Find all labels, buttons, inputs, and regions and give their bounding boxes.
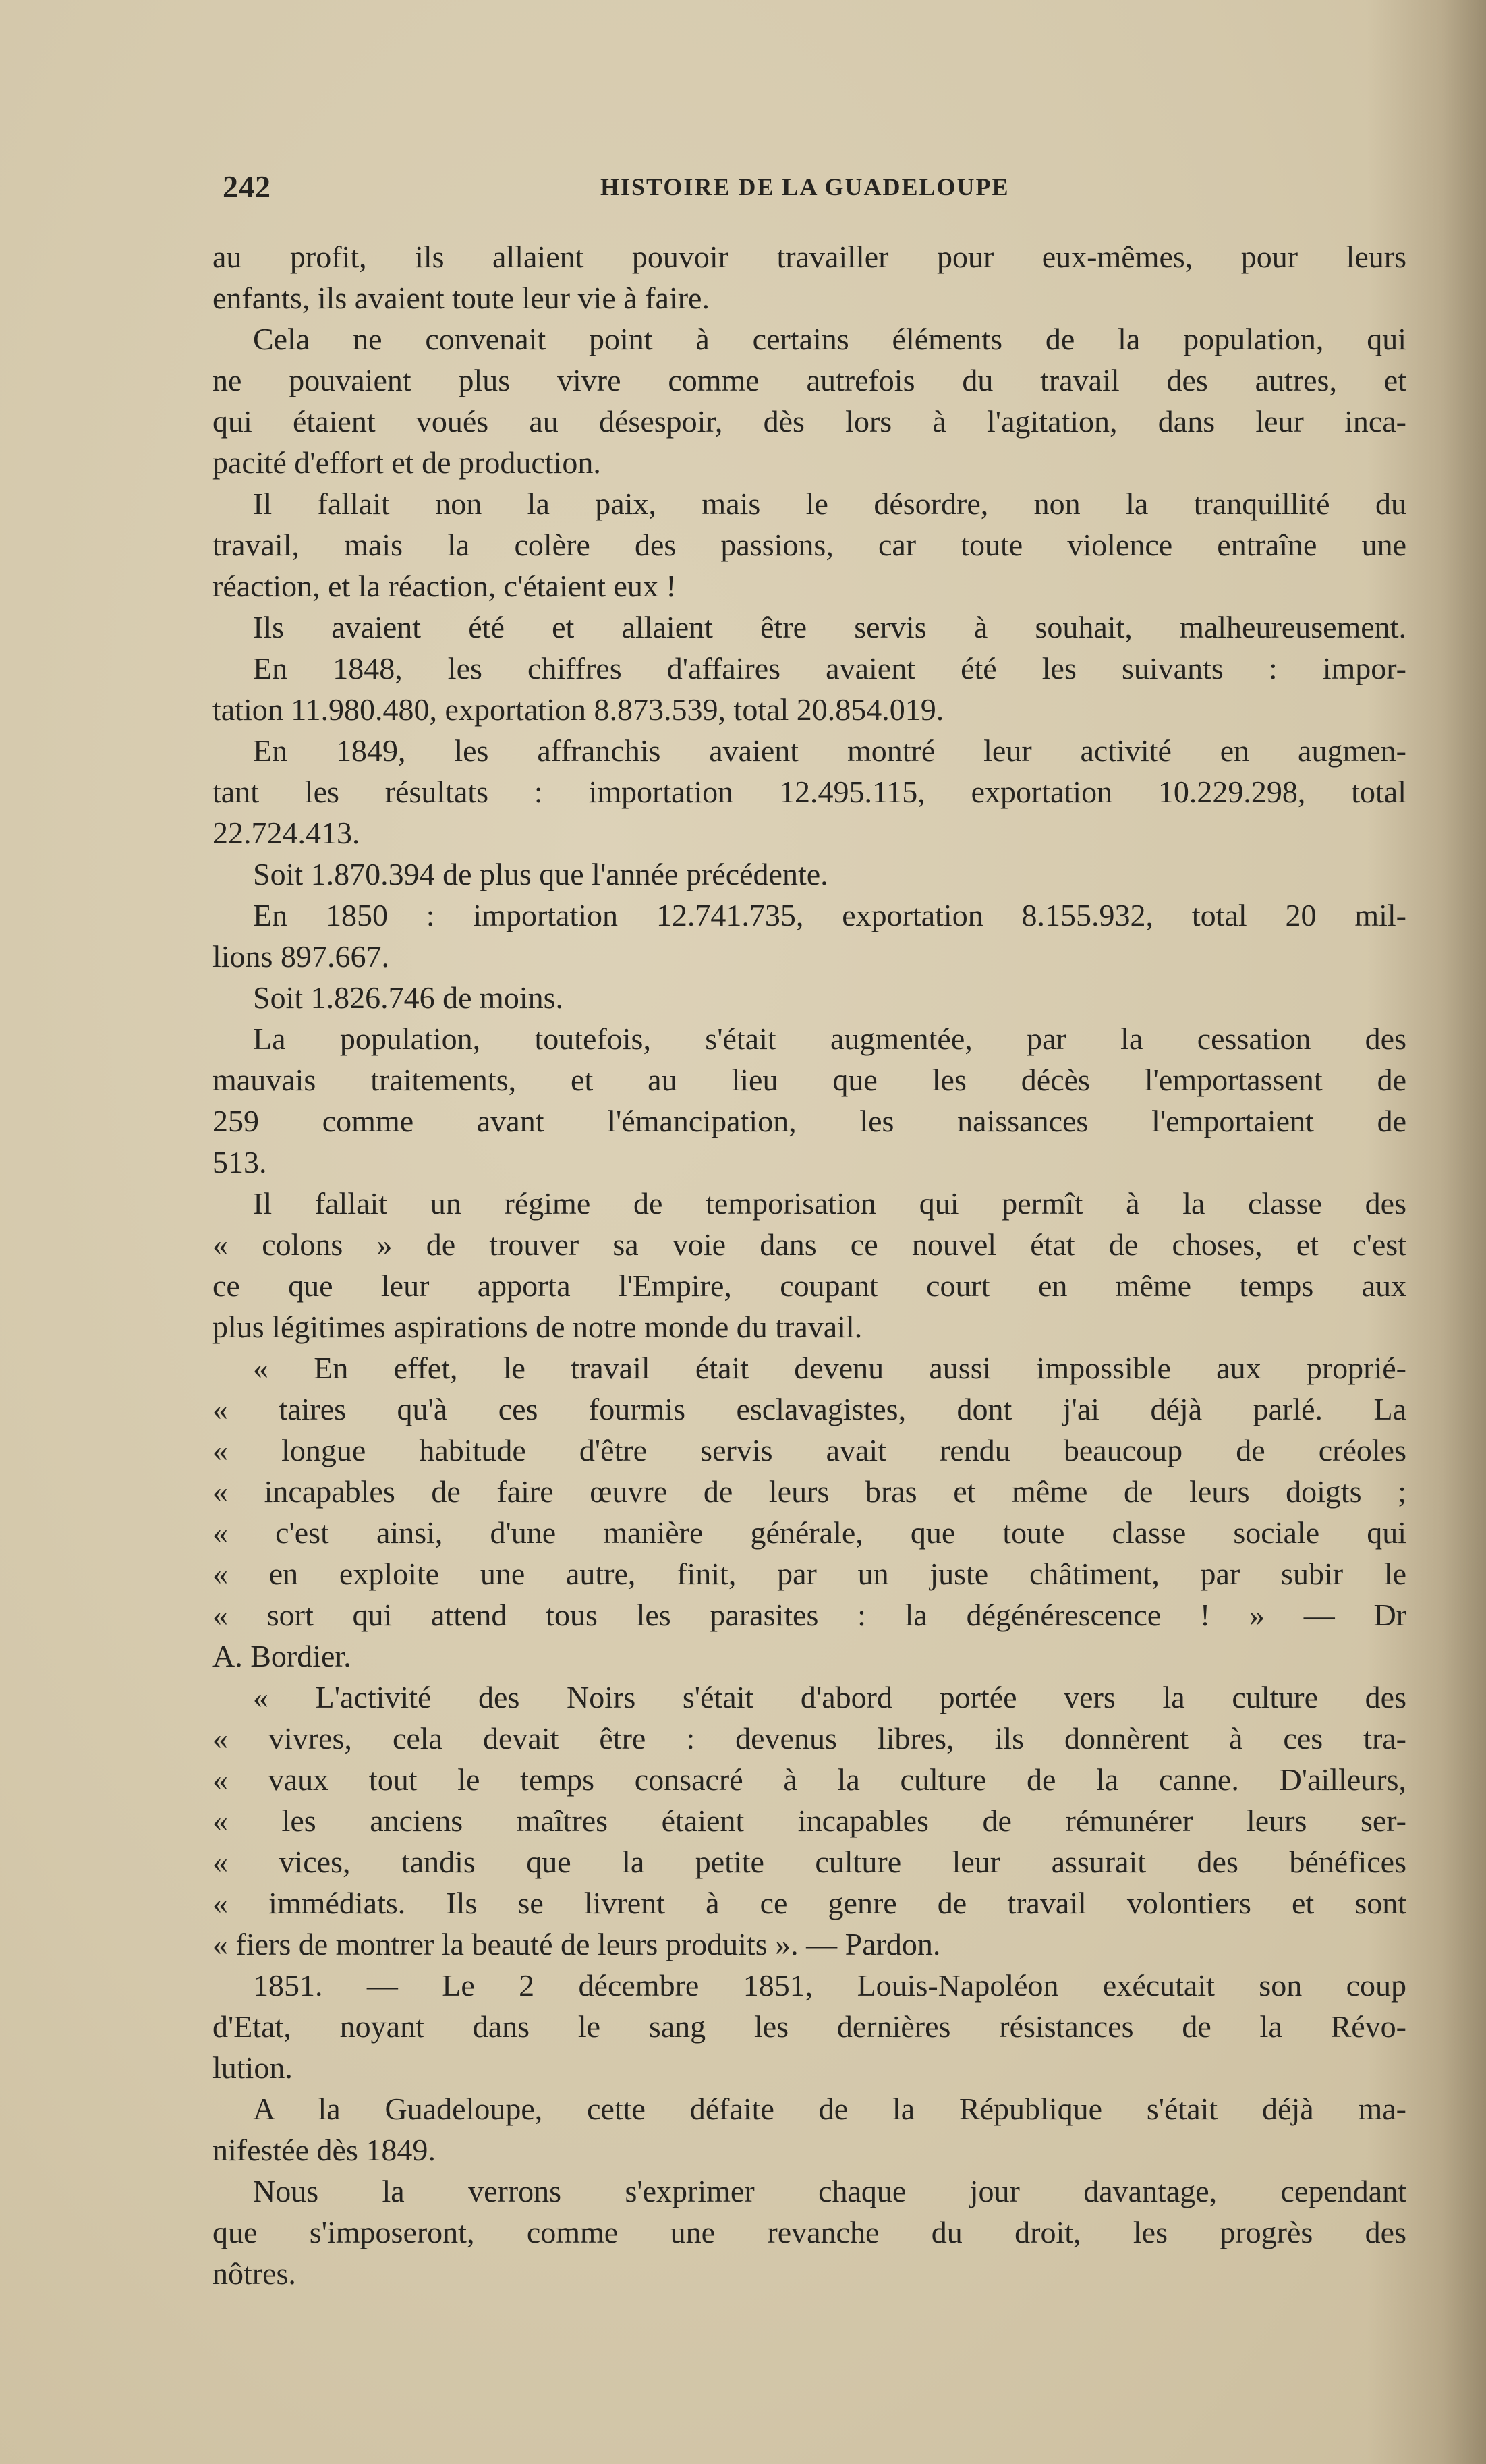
- text-line: Nous la verrons s'exprimer chaque jour davantage, cependant: [253, 2174, 1406, 2208]
- text-line: Ils avaient été et allaient être servis à souhait, malheureusement.: [253, 610, 1406, 644]
- body-text: [212, 236, 1406, 2294]
- text-line: En 1849, les affranchis avaient montré leur activité en augmen-: [253, 733, 1406, 768]
- text-line: « L'activité des Noirs s'était d'abord portée vers la culture des: [253, 1680, 1406, 1714]
- text-line: Soit 1.870.394 de plus que l'année précédente.: [253, 857, 828, 891]
- text-line: que s'imposeront, comme une revanche du droit, les progrès des: [212, 2215, 1406, 2249]
- text-line: « taires qu'à ces fourmis esclavagistes, dont j'ai déjà parlé. La: [212, 1392, 1406, 1426]
- text-line: d'Etat, noyant dans le sang les dernières résistances de la Révo-: [212, 2009, 1406, 2044]
- text-line: 22.724.413.: [212, 816, 360, 850]
- text-line: nôtres.: [212, 2256, 296, 2291]
- text-line: A. Bordier.: [212, 1639, 351, 1673]
- text-line: pacité d'effort et de production.: [212, 445, 601, 480]
- page-number: 242: [223, 169, 271, 204]
- text-line: qui étaient voués au désespoir, dès lors à l'agitation, dans leur inca-: [212, 404, 1406, 439]
- text-line: Il fallait non la paix, mais le désordre, non la tranquillité du: [253, 486, 1406, 521]
- text-line: « en exploite une autre, finit, par un juste châtiment, par subir le: [212, 1557, 1406, 1591]
- text-line: « vaux tout le temps consacré à la culture de la canne. D'ailleurs,: [212, 1762, 1406, 1797]
- text-line: ne pouvaient plus vivre comme autrefois du travail des autres, et: [212, 363, 1406, 397]
- text-line: « colons » de trouver sa voie dans ce nouvel état de choses, et c'est: [212, 1227, 1406, 1262]
- text-line: Soit 1.826.746 de moins.: [253, 980, 564, 1015]
- text-line: tation 11.980.480, exportation 8.873.539, total 20.854.019.: [212, 692, 944, 727]
- text-line: lution.: [212, 2050, 293, 2085]
- text-line: 513.: [212, 1145, 267, 1179]
- text-line: 259 comme avant l'émancipation, les naissances l'emportaient de: [212, 1104, 1406, 1138]
- text-line: nifestée dès 1849.: [212, 2133, 436, 2167]
- running-title: HISTOIRE DE LA GUADELOUPE: [600, 173, 1010, 200]
- text-line: A la Guadeloupe, cette défaite de la République s'était déjà ma-: [253, 2092, 1406, 2126]
- text-line: « sort qui attend tous les parasites : la dégénérescence ! » — Dr: [212, 1598, 1406, 1632]
- text-line: « incapables de faire œuvre de leurs bras et même de leurs doigts ;: [212, 1474, 1406, 1509]
- text-line: enfants, ils avaient toute leur vie à faire.: [212, 281, 710, 315]
- text-line: En 1848, les chiffres d'affaires avaient été les suivants : impor-: [253, 651, 1406, 685]
- text-line: « c'est ainsi, d'une manière générale, que toute classe sociale qui: [212, 1515, 1406, 1550]
- text-line: lions 897.667.: [212, 939, 389, 974]
- text-line: « immédiats. Ils se livrent à ce genre de travail volontiers et sont: [212, 1886, 1406, 1920]
- text-line: « fiers de montrer la beauté de leurs produits ». — Pardon.: [212, 1927, 941, 1961]
- text-line: « En effet, le travail était devenu aussi impossible aux proprié-: [253, 1351, 1406, 1385]
- text-line: travail, mais la colère des passions, car toute violence entraîne une: [212, 528, 1406, 562]
- text-line: réaction, et la réaction, c'étaient eux !: [212, 569, 677, 603]
- text-line: En 1850 : importation 12.741.735, exportation 8.155.932, total 20 mil-: [253, 898, 1406, 932]
- text-line: « les anciens maîtres étaient incapables de rémunérer leurs ser-: [212, 1803, 1406, 1838]
- text-line: « longue habitude d'être servis avait rendu beaucoup de créoles: [212, 1433, 1406, 1467]
- page-header: [223, 169, 1073, 209]
- text-line: La population, toutefois, s'était augmentée, par la cessation des: [253, 1021, 1406, 1056]
- text-line: mauvais traitements, et au lieu que les décès l'emportassent de: [212, 1063, 1406, 1097]
- text-line: « vivres, cela devait être : devenus libres, ils donnèrent à ces tra-: [212, 1721, 1406, 1756]
- text-line: tant les résultats : importation 12.495.115, exportation 10.229.298, total: [212, 775, 1406, 809]
- text-line: Il fallait un régime de temporisation qui permît à la classe des: [253, 1186, 1406, 1221]
- text-line: au profit, ils allaient pouvoir travailler pour eux-mêmes, pour leurs: [212, 240, 1406, 274]
- text-line: Cela ne convenait point à certains éléments de la population, qui: [253, 322, 1406, 356]
- text-line: ce que leur apporta l'Empire, coupant court en même temps aux: [212, 1268, 1406, 1303]
- text-line: « vices, tandis que la petite culture leur assurait des bénéfices: [212, 1845, 1406, 1879]
- text-line: plus légitimes aspirations de notre monde du travail.: [212, 1310, 863, 1344]
- text-line: 1851. — Le 2 décembre 1851, Louis-Napoléon exécutait son coup: [253, 1968, 1406, 2003]
